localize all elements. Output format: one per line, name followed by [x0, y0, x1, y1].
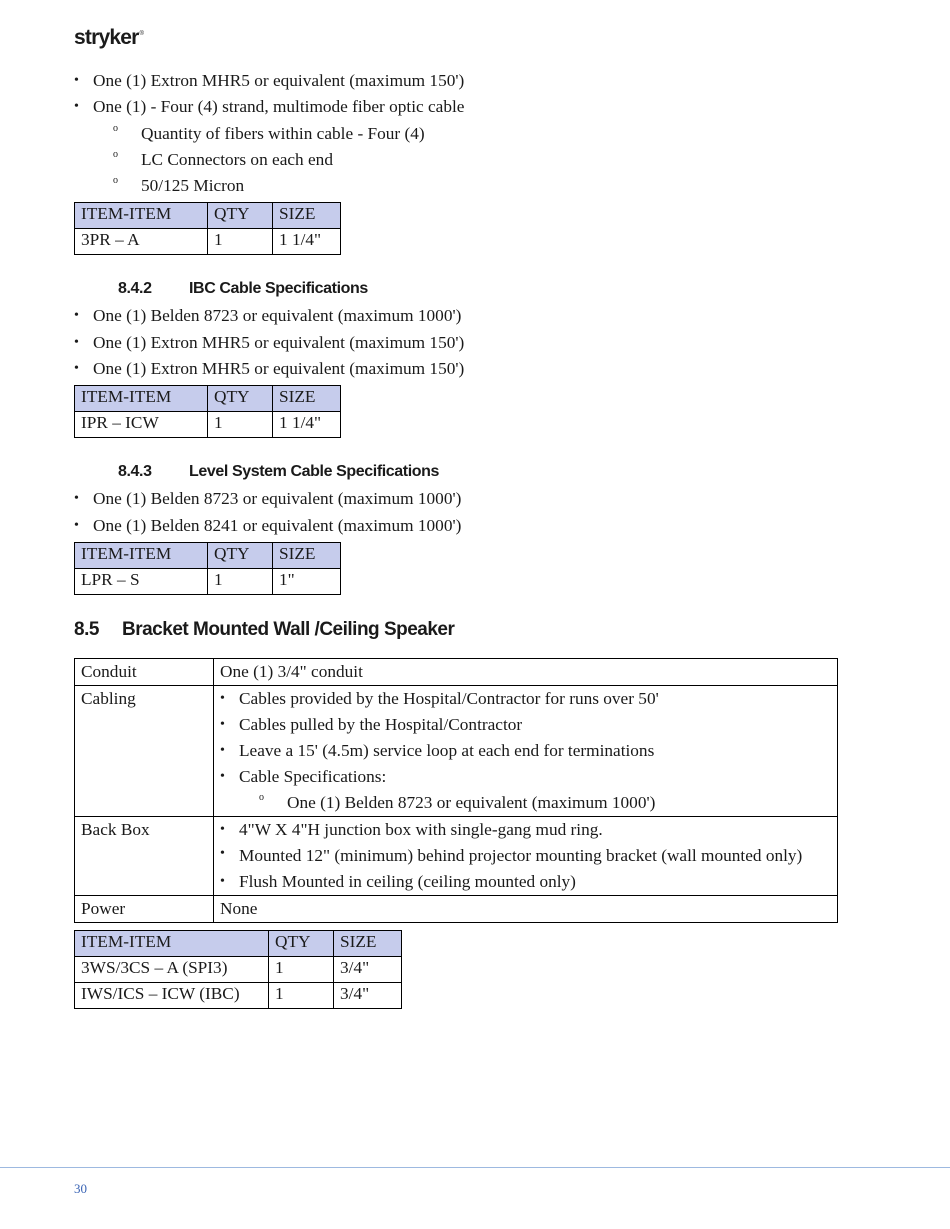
header-cell: ITEM-ITEM — [75, 386, 208, 412]
section-heading-8-4-2: 8.4.2 IBC Cable Specifications — [118, 280, 368, 298]
stryker-logo: stryker® — [74, 26, 144, 49]
cabling-list — [220, 686, 831, 790]
spec-label: Cabling — [75, 685, 214, 816]
conduit-table-lpr — [74, 542, 341, 595]
page-number: 30 — [74, 1181, 87, 1196]
table-cell: 1 — [208, 229, 273, 255]
table-cell: 1 1/4" — [273, 412, 341, 438]
spec-value — [214, 685, 838, 816]
header-cell: QTY — [208, 386, 273, 412]
table-cell: 3PR – A — [75, 229, 208, 255]
list-item: • Cable Specifications: — [220, 764, 831, 790]
table-row — [75, 957, 402, 983]
speaker-spec-table — [74, 658, 838, 923]
table-cell: 1 — [208, 412, 273, 438]
list-item: • One (1) Extron MHR5 or equivalent (maximum 150') — [74, 330, 874, 356]
page-content — [74, 68, 874, 1009]
table-row — [75, 983, 402, 1009]
list-item: • One (1) Extron MHR5 or equivalent (maximum 150') — [74, 68, 874, 94]
list-item: • 4"W X 4"H junction box with single-gang mud ring. — [220, 817, 831, 843]
table-cell: 3WS/3CS – A (SPI3) — [75, 957, 269, 983]
table-row — [75, 229, 341, 255]
table-cell: 3/4" — [334, 983, 402, 1009]
spec-label: Power — [75, 896, 214, 923]
list-item: • One (1) Belden 8723 or equivalent (maximum 1000') — [74, 303, 874, 329]
table-header-row — [75, 203, 341, 229]
list-item: • One (1) - Four (4) strand, multimode fiber optic cable — [74, 94, 874, 120]
spec-value — [214, 817, 838, 896]
table-cell: 1 — [269, 957, 334, 983]
header-cell: ITEM-ITEM — [75, 542, 208, 568]
list-item: • Mounted 12" (minimum) behind projector mounting bracket (wall mounted only) — [220, 843, 831, 869]
fiber-cable-list — [74, 68, 874, 121]
table-cell: LPR – S — [75, 568, 208, 594]
header-cell: SIZE — [273, 542, 341, 568]
table-header-row — [75, 931, 402, 957]
table-cell: 1" — [273, 568, 341, 594]
table-row — [75, 412, 341, 438]
level-system-cable-list — [74, 486, 874, 539]
header-cell: SIZE — [334, 931, 402, 957]
header-cell: ITEM-ITEM — [75, 931, 269, 957]
table-cell: 1 — [269, 983, 334, 1009]
ibc-cable-list — [74, 303, 874, 382]
section-heading-8-5: 8.5 Bracket Mounted Wall /Ceiling Speaker — [74, 618, 455, 640]
table-cell: IPR – ICW — [75, 412, 208, 438]
header-cell: ITEM-ITEM — [75, 203, 208, 229]
list-item: • One (1) Belden 8241 or equivalent (maximum 1000') — [74, 513, 874, 539]
spec-label: Conduit — [75, 658, 214, 685]
header-cell: QTY — [208, 203, 273, 229]
cabling-sub-list — [220, 790, 831, 816]
table-row — [75, 568, 341, 594]
conduit-table-speaker — [74, 930, 402, 1009]
spec-row-cabling — [75, 685, 838, 816]
sub-list-item: o LC Connectors on each end — [141, 147, 874, 173]
table-cell: IWS/ICS – ICW (IBC) — [75, 983, 269, 1009]
conduit-table-3pr — [74, 202, 341, 255]
list-item: • One (1) Belden 8723 or equivalent (maximum 1000') — [74, 486, 874, 512]
list-item: • Cables provided by the Hospital/Contractor for runs over 50' — [220, 686, 831, 712]
header-cell: SIZE — [273, 386, 341, 412]
fiber-sub-list — [74, 121, 874, 200]
list-item: • Cables pulled by the Hospital/Contractor — [220, 712, 831, 738]
spec-label: Back Box — [75, 817, 214, 896]
spec-value: One (1) 3/4" conduit — [214, 658, 838, 685]
conduit-table-ipr — [74, 385, 341, 438]
spec-row-back-box — [75, 817, 838, 896]
table-cell: 3/4" — [334, 957, 402, 983]
footer-rule — [0, 1167, 950, 1168]
list-item: • One (1) Extron MHR5 or equivalent (maximum 150') — [74, 356, 874, 382]
spec-row-conduit — [75, 658, 838, 685]
section-heading-8-4-3: 8.4.3 Level System Cable Specifications — [118, 463, 440, 481]
spec-row-power — [75, 896, 838, 923]
table-header-row — [75, 542, 341, 568]
table-header-row — [75, 386, 341, 412]
header-cell: SIZE — [273, 203, 341, 229]
table-cell: 1 — [208, 568, 273, 594]
sub-list-item: o 50/125 Micron — [141, 173, 874, 199]
sub-list-item: o One (1) Belden 8723 or equivalent (maximum 1000') — [287, 790, 831, 816]
back-box-list — [220, 817, 831, 895]
spec-value: None — [214, 896, 838, 923]
header-cell: QTY — [208, 542, 273, 568]
list-item: • Flush Mounted in ceiling (ceiling mounted only) — [220, 869, 831, 895]
list-item: • Leave a 15' (4.5m) service loop at each end for terminations — [220, 738, 831, 764]
header-cell: QTY — [269, 931, 334, 957]
sub-list-item: o Quantity of fibers within cable - Four (4) — [141, 121, 874, 147]
table-cell: 1 1/4" — [273, 229, 341, 255]
